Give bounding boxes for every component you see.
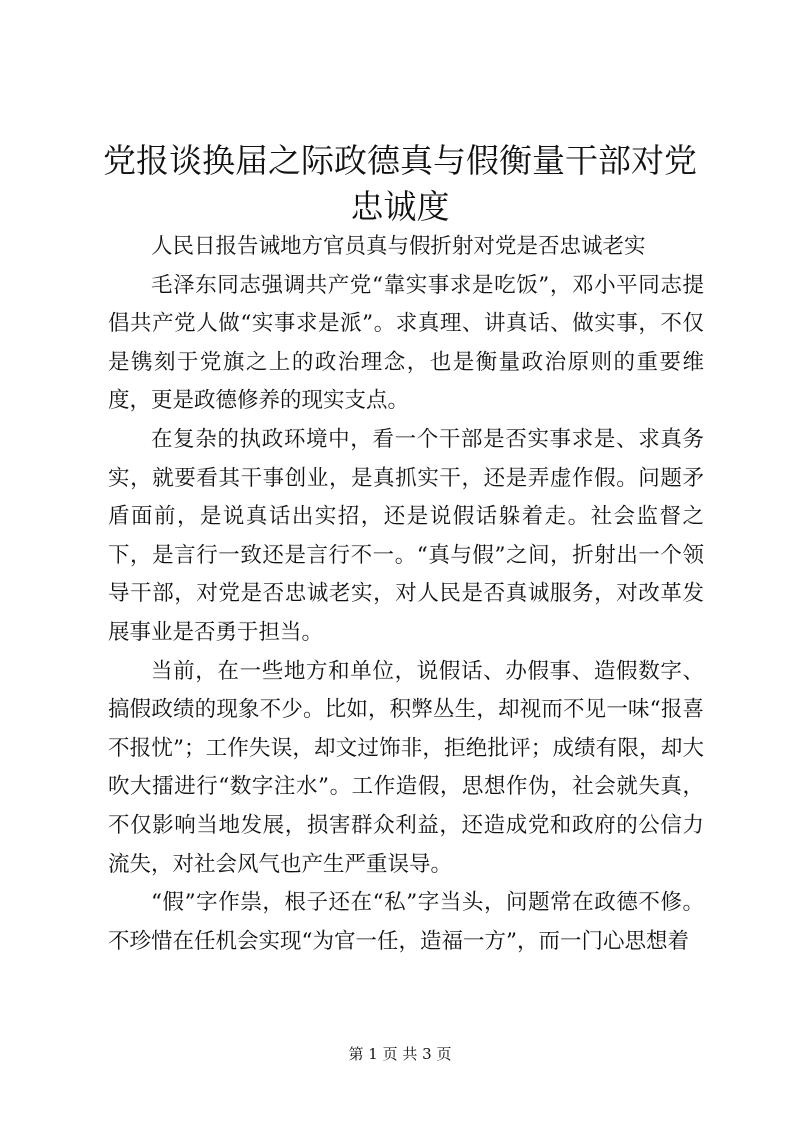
body-paragraph: 当前，在一些地方和单位，说假话、办假事、造假数字、搞假政绩的现象不少。比如，积弊丛生，却视而不见一味“报喜不报忧”；工作失误，却文过饰非，拒绝批评；成绩有限，却大吹大擂进行“数字注水”。工作造假，思想作伪，社会就失真，不仅影响当地发展，损害群众利益，还造成党和政府的公信力流失，对社会风气也产生严重误导。 — [108, 658, 704, 877]
body-paragraph: 在复杂的执政环境中，看一个干部是否实事求是、求真务实，就要看其干事创业，是真抓实干，还是弄虚作假。问题矛盾面前，是说真话出实招，还是说假话躲着走。社会监督之下，是言行一致还是言行不一。“真与假”之间，折射出一个领导干部，对党是否忠诚老实，对人民是否真诚服务，对改革发展事业是否勇于担当。 — [108, 426, 704, 645]
document-title: 党报谈换届之际政德真与假衡量干部对党忠诚度 — [103, 141, 697, 226]
subtitle-paragraph: 人民日报告诫地方官员真与假折射对党是否忠诚老实 — [151, 234, 646, 259]
page-number-footer: 第 1 页 共 3 页 — [348, 1045, 452, 1063]
document-body — [108, 228, 704, 961]
body-paragraph: 毛泽东同志强调共产党“靠实事求是吃饭”，邓小平同志提倡共产党人做“实事求是派”。求真理、讲真话、做实事，不仅是镌刻于党旗之上的政治理念，也是衡量政治原则的重要维度，更是政德修养的现实支点。 — [108, 272, 704, 414]
body-paragraph: “假”字作祟，根子还在“私”字当头，问题常在政德不修。不珍惜在任机会实现“为官一任，造福一方”，而一门心思想着 — [108, 890, 704, 954]
